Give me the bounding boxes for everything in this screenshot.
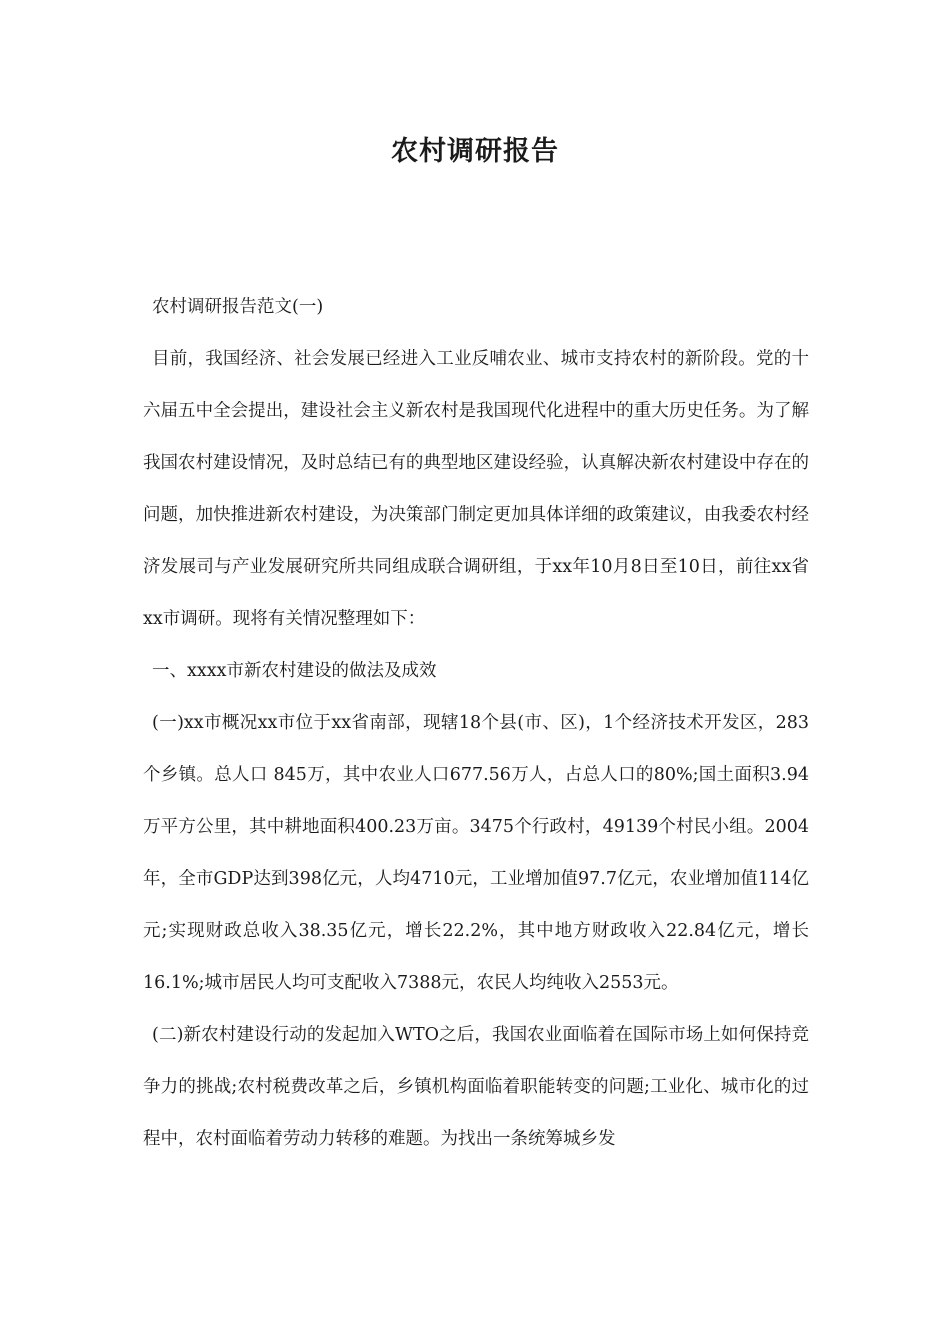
paragraph-city-overview: (一)xx市概况xx市位于xx省南部，现辖18个县(市、区)，1个经济技术开发区，283个乡镇。总人口 845万，其中农业人口677.56万人，占总人口的80%;国土面积3.94万平方公里，其中耕地面积400.23万亩。3475个行政村，49139个村民小组。2004年，全市GDP达到398亿元，人均4710元，工业增加值97.7亿元，农业增加值114亿元;实现财政总收入38.35亿元，增长22.2%，其中地方财政收入22.84亿元，增长16.1%;城市居民人均可支配收入7388元，农民人均纯收入2553元。	[143, 713, 809, 993]
section-heading-sample: 农村调研报告范文(一)	[152, 297, 324, 317]
paragraph-intro: 目前，我国经济、社会发展已经进入工业反哺农业、城市支持农村的新阶段。党的十六届五中全会提出，建设社会主义新农村是我国现代化进程中的重大历史任务。为了解我国农村建设情况，及时总结已有的典型地区建设经验，认真解决新农村建设中存在的问题，加快推进新农村建设，为决策部门制定更加具体详细的政策建议，由我委农村经济发展司与产业发展研究所共同组成联合调研组，于xx年10月8日至10日，前往xx省xx市调研。现将有关情况整理如下：	[143, 349, 809, 629]
document-body	[143, 281, 809, 1165]
paragraph-initiative: (二)新农村建设行动的发起加入WTO之后，我国农业面临着在国际市场上如何保持竞争力的挑战;农村税费改革之后，乡镇机构面临着职能转变的问题;工业化、城市化的过程中，农村面临着劳动力转移的难题。为找出一条统筹城乡发	[143, 1025, 809, 1149]
document-title: 农村调研报告	[391, 136, 559, 167]
section-heading-practices: 一、xxxx市新农村建设的做法及成效	[152, 661, 437, 681]
